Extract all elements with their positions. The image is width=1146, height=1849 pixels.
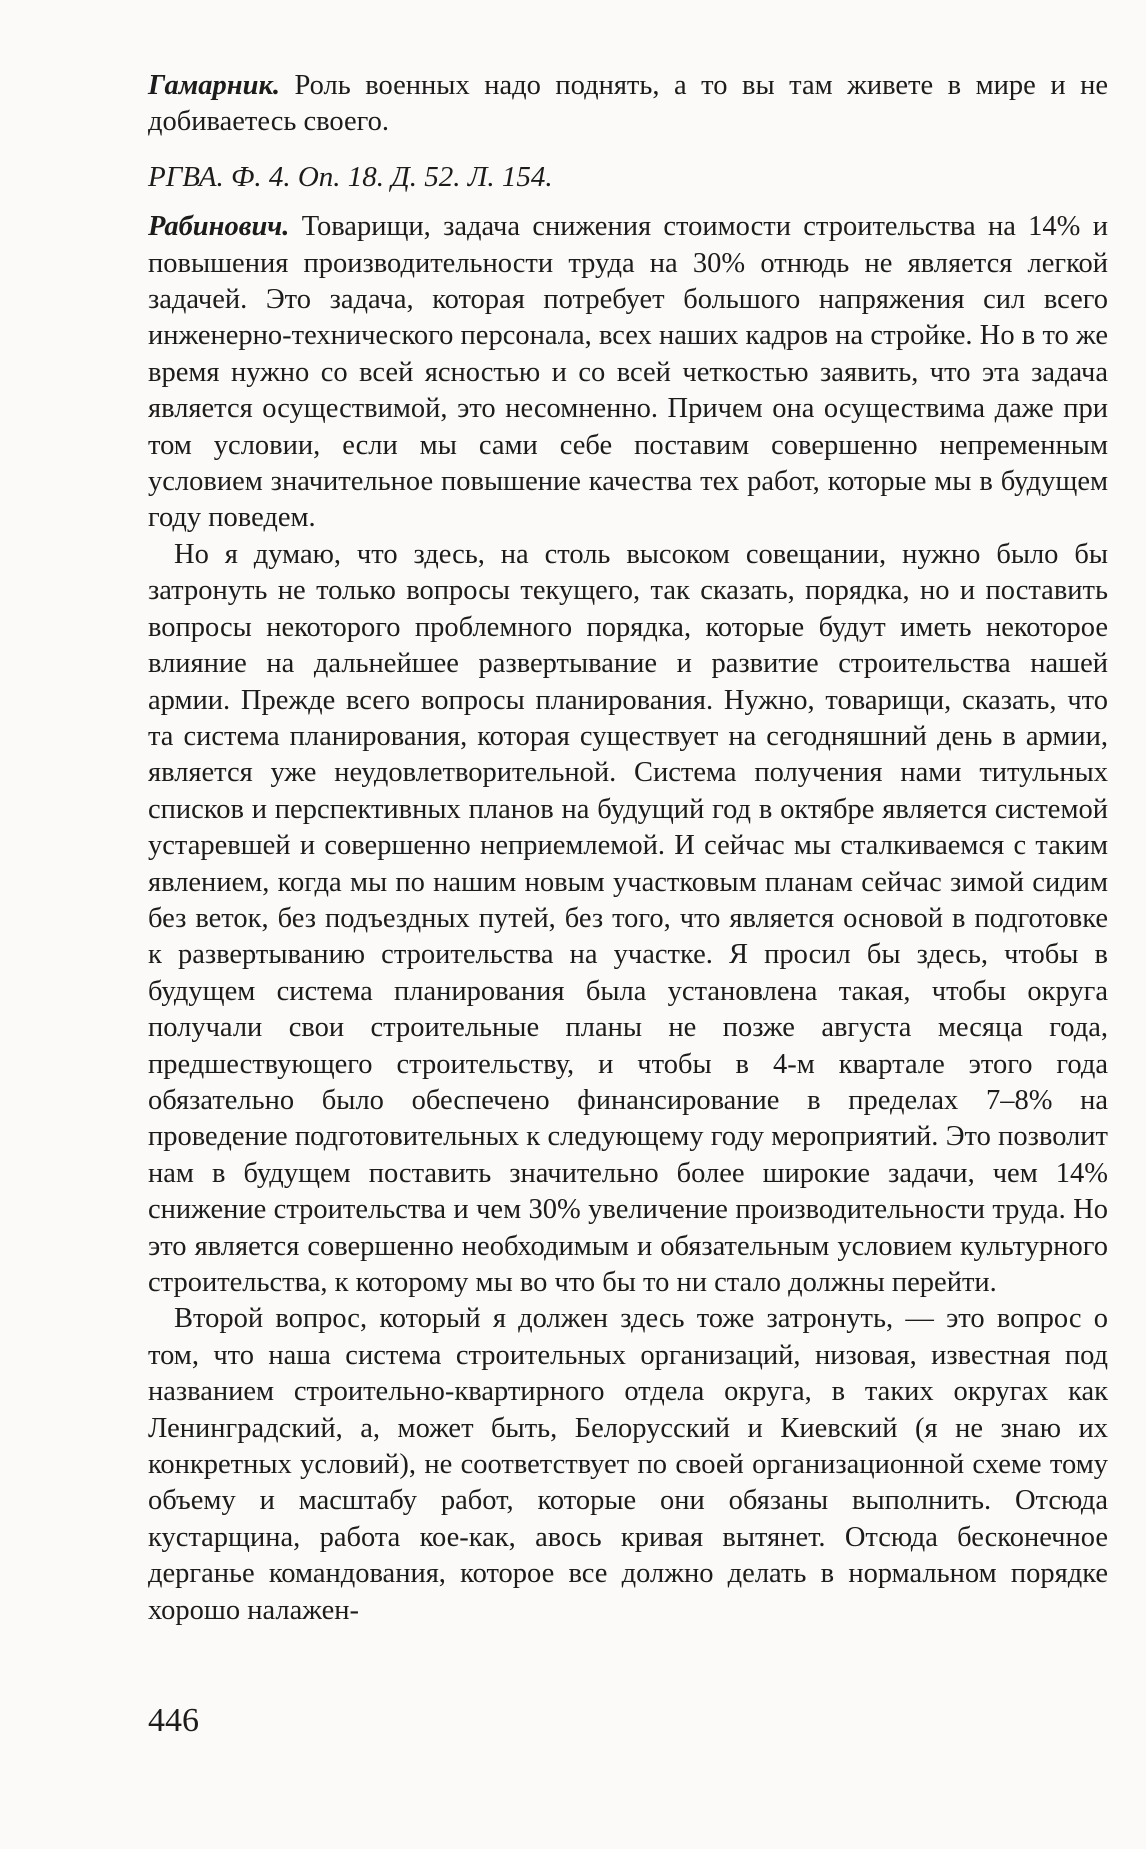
paragraph-text: Товарищи, задача снижения стоимости строительства на 14% и повышения производительности труда на 30% отнюдь не является легкой задачей. Это задача, которая потребует большого напряжения сил всего инженерно-технического персонала, всех наших кадров на стройке. Но в то же время нужно со всей ясностью и со всей четкостью заявить, что эта задача является осуществимой, это несомненно. Причем она осуществима даже при том условии, если мы сами себе поставим совершенно непременным условием значительное повышение качества тех работ, которые мы в будущем году поведем. xyxy=(148,211,1108,534)
archive-reference: РГВА. Ф. 4. Оп. 18. Д. 52. Л. 154. xyxy=(148,160,553,193)
paragraph-rabinovich-3: Второй вопрос, который я должен здесь тоже затронуть, — это вопрос о том, что наша система строительных организаций, низовая, известная под названием строительно-квартирного отдела округа, в таких округах как Ленинградский, а, может быть, Белорусский и Киевский (я не знаю их конкретных условий), не соответствует по своей организационной схеме тому объему и масштабу работ, которые они обязаны выполнить. Отсюда кустарщина, работа кое-как, авось кривая вытянет. Отсюда бесконечное дерганье командования, которое все должно делать в нормальном порядке хорошо налажен- xyxy=(148,1303,1108,1626)
speaker-name: Рабинович. xyxy=(148,211,290,243)
paragraph-rabinovich-1 xyxy=(148,209,1108,537)
paragraph-text: Роль военных надо поднять, а то вы там живете в мире и не добиваетесь своего. xyxy=(148,70,1108,138)
paragraph-rabinovich-2: Но я думаю, что здесь, на столь высоком совещании, нужно было бы затронуть не только вопросы текущего, так сказать, порядка, но и поставить вопросы некоторого проблемного порядка, которые будут иметь некоторое влияние на дальнейшее развертывание и развитие строительства нашей армии. Прежде всего вопросы планирования. Нужно, товарищи, сказать, что та система планирования, которая существует на сегодняшний день в армии, является уже неудовлетворительной. Система получения нами титульных списков и перспективных планов на будущий год в октябре является системой устаревшей и совершенно неприемлемой. И сейчас мы сталкиваемся с таким явлением, когда мы по нашим новым участковым планам сейчас зимой сидим без веток, без подъездных путей, без того, что является основой в подготовке к развертыванию строительства на участке. Я просил бы здесь, чтобы в будущем система планирования была установлена такая, чтобы округа получали свои строительные планы не позже августа месяца года, предшествующего строительству, и чтобы в 4-м квартале этого года обязательно было обеспечено финансирование в пределах 7–8% на проведение подготовительных к следующему году мероприятий. Это позволит нам в будущем поставить значительно более широкие задачи, чем 14% снижение строительства и чем 30% увеличение производительности труда. Но это является совершенно необходимым и обязательным условием культурного строительства, к которому мы во что бы то ни стало должны перейти. xyxy=(148,538,1108,1298)
speaker-name: Гамарник. xyxy=(148,70,281,101)
paragraph-gamarnik xyxy=(148,68,1108,141)
page-body xyxy=(148,68,1108,1629)
page-number: 446 xyxy=(148,1702,199,1739)
